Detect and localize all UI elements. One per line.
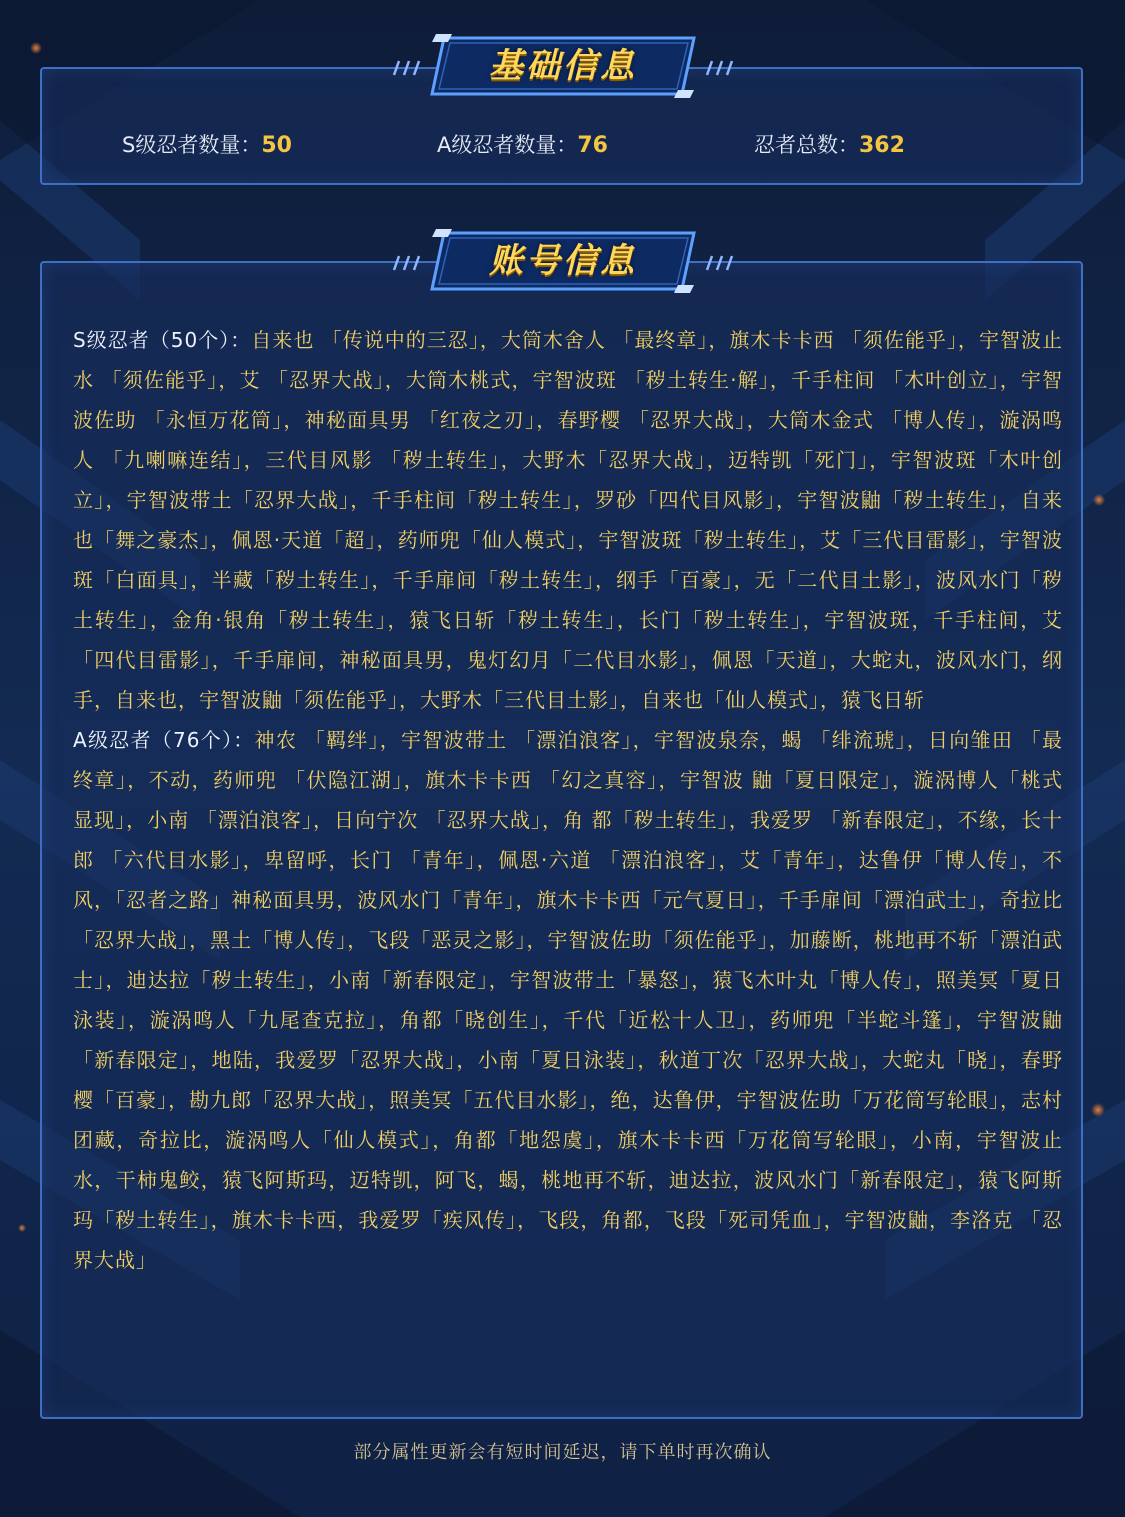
a-rank-list — [73, 720, 1063, 1280]
basic-info-title: 基础信息 — [489, 46, 637, 86]
a-rank-count-label: A级忍者数量： — [437, 133, 578, 157]
ninja-lists — [73, 320, 1063, 1280]
total-count-label: 忍者总数： — [754, 133, 859, 157]
s-rank-count-label: S级忍者数量： — [122, 133, 262, 157]
s-rank-list-label: S级忍者（50个）： — [73, 328, 252, 352]
s-rank-count-value: 50 — [261, 133, 292, 158]
total-count — [754, 128, 905, 163]
s-rank-count — [122, 128, 292, 163]
account-info-title: 账号信息 — [489, 241, 637, 281]
update-delay-notice: 部分属性更新会有短时间延迟，请下单时再次确认 — [353, 1442, 772, 1463]
s-rank-list-text: 自来也 「传说中的三忍」，大筒木舍人 「最终章」，旗木卡卡西 「须佐能乎」，宇智波止水 「须佐能乎」，艾 「忍界大战」，大筒木桃式，宇智波斑 「秽土转生·解」，千手柱间 「木叶创立」，宇智波佐助 「永恒万花筒」，神秘面具男 「红夜之刃」，春野樱 「忍界大战」，大筒木金式 「博人传」，漩涡鸣人 「九喇嘛连结」，三代目风影 「秽土转生」，大野木「忍界大战」，迈特凯「死门」，宇智波斑「木叶创立」，宇智波带土「忍界大战」，千手柱间「秽土转生」，罗砂「四代目风影」，宇智波鼬「秽土转生」，自来也「舞之豪杰」，佩恩·天道「超」，药师兜「仙人模式」，宇智波斑「秽土转生」，艾「三代目雷影」，宇智波斑「白面具」，半藏「秽土转生」，千手扉间「秽土转生」，纲手「百豪」，无「二代目土影」，波风水门「秽土转生」，金角·银角「秽土转生」，猿飞日斩「秽土转生」，长门「秽土转生」，宇智波斑，千手柱间，艾「四代目雷影」，千手扉间，神秘面具男，鬼灯幻月「二代目水影」，佩恩「天道」，大蛇丸，波风水门，纲手，自来也，宇智波鼬「须佐能乎」，大野木「三代目土影」，自来也「仙人模式」，猿飞日斩 — [73, 328, 1063, 712]
account-info-header — [388, 225, 738, 297]
total-count-value: 362 — [859, 133, 905, 158]
a-rank-list-label: A级忍者（76个）： — [73, 728, 255, 752]
a-rank-count — [437, 128, 608, 163]
s-rank-list — [73, 320, 1063, 720]
a-rank-list-text: 神农 「羁绊」，宇智波带土 「漂泊浪客」，宇智波泉奈，蝎 「绯流琥」，日向雏田 「最终章」，不动，药师兜 「伏隐江湖」，旗木卡卡西 「幻之真容」，宇智波 鼬「夏日限定」，漩涡博人「桃式显现」，小南 「漂泊浪客」，日向宁次 「忍界大战」，角 都「秽土转生」，我爱罗 「新春限定」，不缘，长十郎 「六代目水影」，卑留呼，长门 「青年」，佩恩·六道 「漂泊浪客」，艾「青年」，达鲁伊「博人传」，不风，「忍者之路」神秘面具男，波风水门「青年」，旗木卡卡西「元气夏日」，千手扉间「漂泊武士」，奇拉比「忍界大战」，黑土「博人传」，飞段「恶灵之影」，宇智波佐助「须佐能乎」，加藤断，桃地再不斩「漂泊武士」，迪达拉「秽土转生」，小南「新春限定」，宇智波带土「暴怒」，猿飞木叶丸「博人传」，照美冥「夏日泳装」，漩涡鸣人「九尾查克拉」，角都「晓创生」，千代「近松十人卫」，药师兜「半蛇斗篷」，宇智波鼬「新春限定」，地陆，我爱罗「忍界大战」，小南「夏日泳装」，秋道丁次「忍界大战」，大蛇丸「晓」，春野樱「百豪」，勘九郎「忍界大战」，照美冥「五代目水影」，绝，达鲁伊，宇智波佐助「万花筒写轮眼」，志村团藏，奇拉比，漩涡鸣人「仙人模式」，角都「地怨虞」，旗木卡卡西「万花筒写轮眼」，小南，宇智波止水，干柿鬼鲛，猿飞阿斯玛，迈特凯，阿飞，蝎，桃地再不斩，迪达拉，波风水门「新春限定」，猿飞阿斯玛「秽土转生」，旗木卡卡西，我爱罗「疾风传」，飞段，角都，飞段「死司凭血」，宇智波鼬，李洛克 「忍界大战」 — [73, 728, 1063, 1272]
basic-info-header — [388, 30, 738, 102]
a-rank-count-value: 76 — [577, 133, 608, 158]
